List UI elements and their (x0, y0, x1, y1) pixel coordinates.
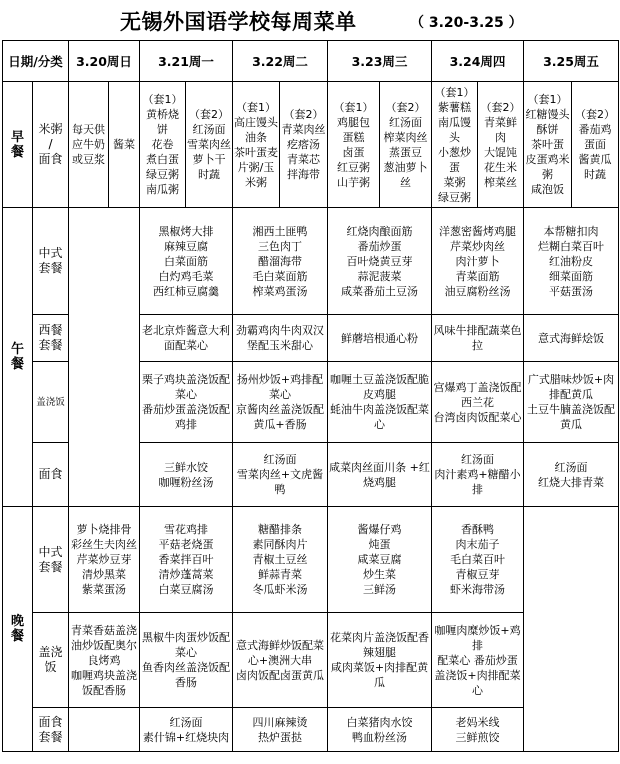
cell-lunch-chinese-wed: 红烧肉酿面筋 番茄炒蛋 百叶烧黄豆芽 蒜泥菠菜 咸菜番茄土豆汤 (328, 208, 432, 315)
cell-lunch-western-fri: 意式海鲜烩饭 (524, 315, 619, 362)
cell-lunch-chinese-thu: 洋葱密酱烤鸡腿 芹菜炒肉丝 肉汁萝卜 青菜面筋 油豆腐粉丝汤 (432, 208, 524, 315)
cell-lunch-chinese-mon: 黑椒烤大排 麻辣豆腐 白菜面筋 白灼鸡毛菜 西红柿豆腐羹 (140, 208, 233, 315)
cell-lunch-western-thu: 风味牛排配蔬菜色 拉 (432, 315, 524, 362)
cell-lunch-noodle-thu: 红汤面 肉汁素鸡+糖醋小排 (432, 443, 524, 507)
meal-label-lunch: 午 餐 (3, 208, 33, 507)
cell-breakfast-fri-1: （套1） 红糖馒头 酥饼 茶叶蛋 皮蛋鸡米粥 咸泡饭 (524, 82, 572, 208)
cell-lunch-noodle-mon: 三鲜水饺 咖喱粉丝汤 (140, 443, 233, 507)
category-label-noodles: 面食 (33, 443, 69, 507)
category-label-chinese-set: 中式 套餐 (33, 208, 69, 315)
weekly-menu-table (2, 40, 619, 752)
cell-breakfast-fri-2: （套2） 番茄鸡 蛋面 酱黄瓜 时蔬 (572, 82, 619, 208)
dinner-zhongshi-row (3, 507, 619, 613)
cell-breakfast-wed-1: （套1） 鸡腿包 蛋糕 卤蛋 红豆粥 山芋粥 (328, 82, 380, 208)
cell-breakfast-mon-2: （套2） 红汤面 雪菜肉丝 萝卜干 时蔬 (186, 82, 233, 208)
cell-lunch-rice-mon: 栗子鸡块盖浇饭配 菜心 番茄炒蛋盖浇饭配 鸡排 (140, 362, 233, 443)
cell-dinner-rice-thu: 咖喱肉糜炒饭+鸡排 配菜心 番茄炒蛋 盖浇饭+肉排配菜心 (432, 613, 524, 708)
cell-dinner-rice-mon: 黑椒牛肉蛋炒饭配 菜心 鱼香肉丝盖浇饭配 香肠 (140, 613, 233, 708)
header-row (3, 41, 619, 82)
meal-label-breakfast: 早 餐 (3, 82, 33, 208)
cell-lunch-rice-tue: 扬州炒饭+鸡排配 菜心 京酱肉丝盖浇饭配 黄瓜+香肠 (233, 362, 328, 443)
cell-lunch-chinese-tue: 湘西土匪鸭 三色肉丁 醋溜海带 毛白菜面筋 榨菜鸡蛋汤 (233, 208, 328, 315)
cell-dinner-chinese-wed: 酱爆仔鸡 炖蛋 咸菜豆腐 炒生菜 三鲜汤 (328, 507, 432, 613)
cell-lunch-rice-thu: 宫爆鸡丁盖浇饭配 西兰花 台湾卤肉饭配菜心 (432, 362, 524, 443)
cell-dinner-noodle-mon: 红汤面 素什锦+红烧块肉 (140, 708, 233, 752)
menu-title: 无锡外国语学校每周菜单 (120, 10, 357, 34)
cell-lunch-rice-fri: 广式腊味炒饭+肉 排配黄瓜 土豆牛腩盖浇饭配 黄瓜 (524, 362, 619, 443)
cell-breakfast-mon-1: （套1） 黄桥烧饼 花卷 煮白蛋 绿豆粥 南瓜粥 (140, 82, 186, 208)
cell-breakfast-thu-1: （套1） 紫薯糕 南瓜馒头 小葱炒蛋 菜粥 绿豆粥 (432, 82, 478, 208)
cell-dinner-noodle-thu: 老妈米线 三鲜煎饺 (432, 708, 524, 752)
cell-dinner-rice-wed: 花菜肉片盖浇饭配香 辣翅腿 咸肉菜饭+肉排配黄 瓜 (328, 613, 432, 708)
day-header-sun: 3.20周日 (69, 41, 140, 82)
cell-lunch-noodle-fri: 红汤面 红烧大排青菜 (524, 443, 619, 507)
category-label-rice-bowl: 盖浇饭 (33, 362, 69, 443)
cell-lunch-western-tue: 劲霸鸡肉牛肉双汉 堡配玉米甜心 (233, 315, 328, 362)
corner-header: 日期/分类 (3, 41, 69, 82)
lunch-zhongshi-row (3, 208, 619, 315)
cell-dinner-noodle-wed: 白菜猪肉水饺 鸭血粉丝汤 (328, 708, 432, 752)
cell-lunch-chinese-fri: 本帮糖扣肉 烂糊白菜百叶 红油粉皮 细菜面筋 平菇蛋汤 (524, 208, 619, 315)
cell-dinner-chinese-mon: 雪花鸡排 平菇老烧蛋 香菜拌百叶 清炒蓬蒿菜 白菜豆腐汤 (140, 507, 233, 613)
cell-lunch-noodle-wed: 咸菜肉丝面川条 +红 烧鸡腿 (328, 443, 432, 507)
cell-breakfast-tue-2: （套2） 青菜肉丝 疙瘩汤 青菜芯 拌海带 (280, 82, 328, 208)
cell-breakfast-sun-a: 每天供 应牛奶 或豆浆 (69, 82, 109, 208)
cell-dinner-fri-empty (524, 507, 619, 752)
day-header-mon: 3.21周一 (140, 41, 233, 82)
cell-breakfast-sun-b: 酱菜 (109, 82, 140, 208)
cell-dinner-chinese-tue: 糖醋排条 素同酥肉片 青椒土豆丝 鲜蒜青菜 冬瓜虾米汤 (233, 507, 328, 613)
cell-lunch-western-wed: 鲜蘑培根通心粉 (328, 315, 432, 362)
category-label-western-set: 西餐 套餐 (33, 315, 69, 362)
day-header-tue: 3.22周二 (233, 41, 328, 82)
meal-label-dinner: 晚 餐 (3, 507, 33, 752)
cell-breakfast-thu-2: （套2） 青菜鲜肉 大馄饨 花生米 榨菜丝 (478, 82, 524, 208)
day-header-thu: 3.24周四 (432, 41, 524, 82)
cell-dinner-chinese-sun: 萝卜烧排骨 彩丝生夫肉丝 芹菜炒豆芽 清炒黑菜 紫菜蛋汤 (69, 507, 140, 613)
cell-dinner-noodle-tue: 四川麻辣烫 热炉蛋挞 (233, 708, 328, 752)
cell-lunch-noodle-tue: 红汤面 雪菜肉丝+文虎酱 鸭 (233, 443, 328, 507)
day-header-fri: 3.25周五 (524, 41, 619, 82)
cell-lunch-western-mon: 老北京炸酱意大利 面配菜心 (140, 315, 233, 362)
cell-dinner-noodle-sun (69, 708, 140, 752)
day-header-wed: 3.23周三 (328, 41, 432, 82)
category-label-dinner-chinese-set: 中式 套餐 (33, 507, 69, 613)
page-header (0, 0, 620, 40)
category-label-dinner-rice-bowl: 盖浇 饭 (33, 613, 69, 708)
date-range: （ 3.20-3.25 ） (410, 15, 523, 31)
cell-lunch-rice-wed: 咖喱土豆盖浇饭配脆 皮鸡腿 蚝油牛肉盖浇饭配菜 心 (328, 362, 432, 443)
cell-dinner-chinese-thu: 香酥鸭 肉末茄子 毛白菜百叶 青椒豆芽 虾米海带汤 (432, 507, 524, 613)
cell-dinner-rice-sun: 青菜香菇盖浇 油炒饭配奥尔 良烤鸡 咖喱鸡块盖浇 饭配香肠 (69, 613, 140, 708)
breakfast-row (3, 82, 619, 208)
cell-lunch-sun-empty (69, 208, 140, 507)
cell-breakfast-tue-1: （套1） 高庄馒头 油条 茶叶蛋麦 片粥/玉 米粥 (233, 82, 280, 208)
cell-dinner-rice-tue: 意式海鲜炒饭配菜 心+澳洲大串 卤肉饭配卤蛋黄瓜 (233, 613, 328, 708)
cell-breakfast-wed-2: （套2） 红汤面 榨菜肉丝 蒸蛋豆 葱油萝卜丝 (380, 82, 432, 208)
category-label-dinner-noodle-set: 面食 套餐 (33, 708, 69, 752)
category-label-porridge: 米粥 / 面食 (33, 82, 69, 208)
